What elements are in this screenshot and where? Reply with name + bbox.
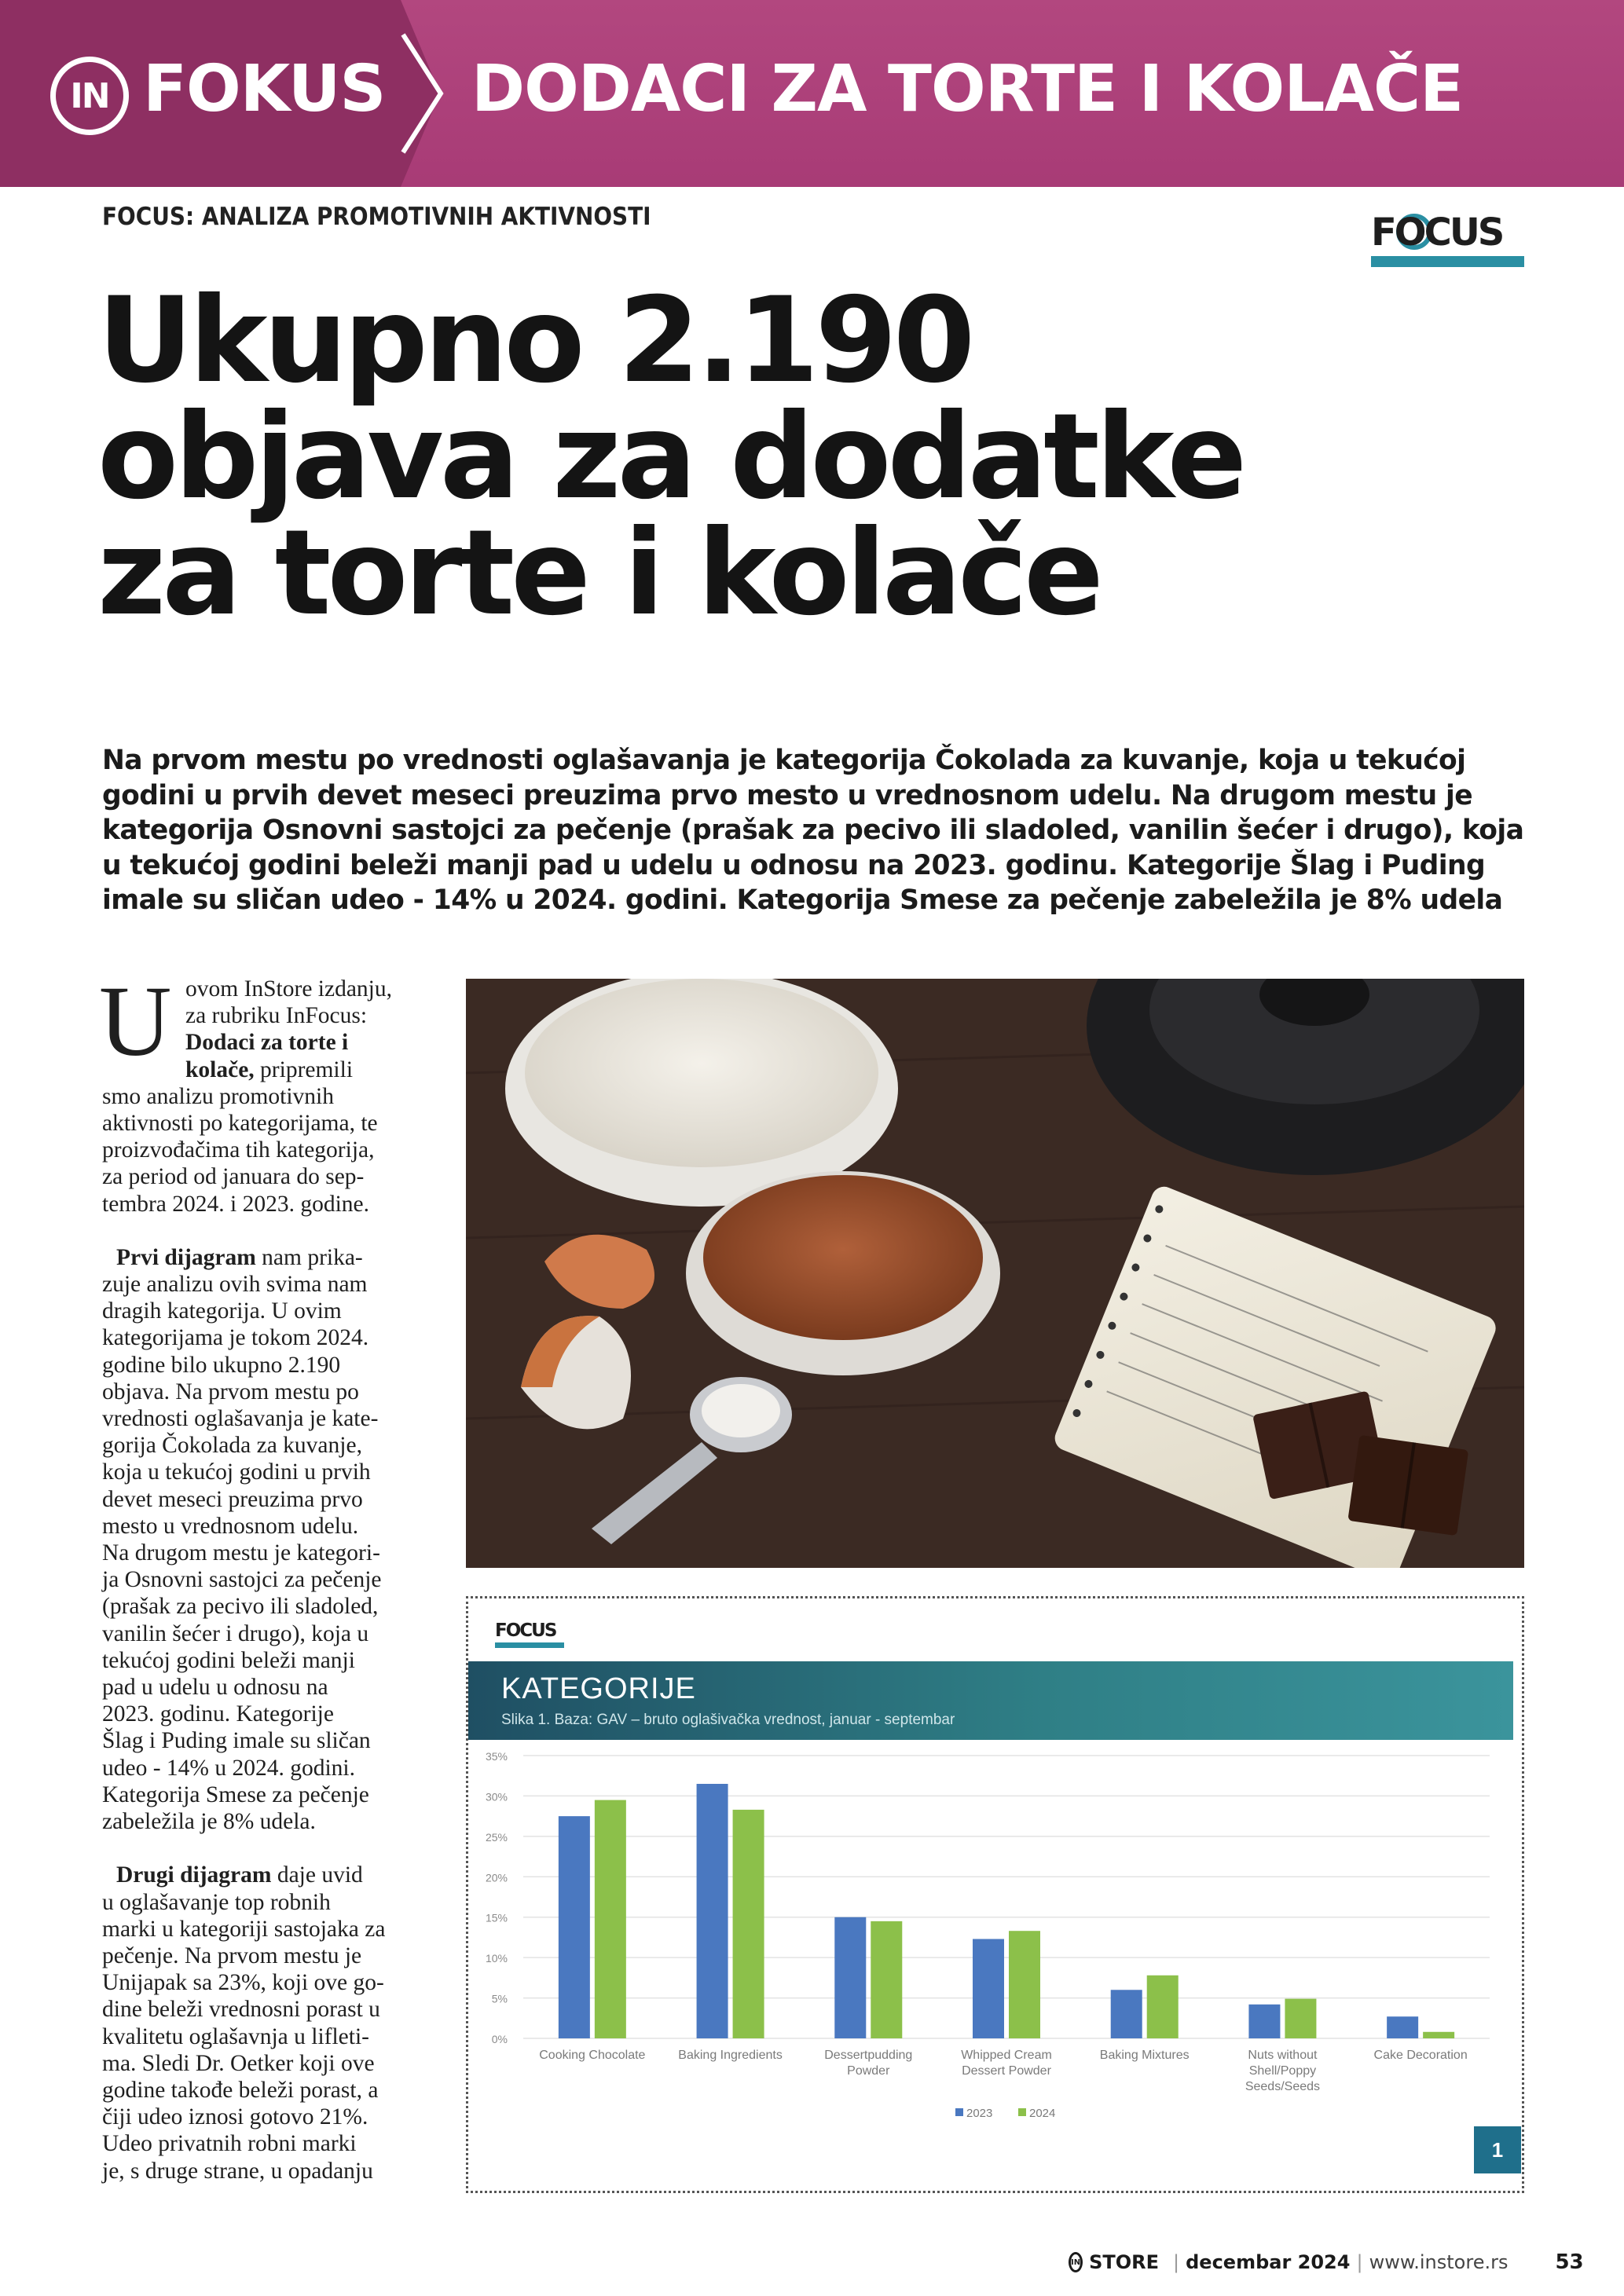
bar-2023 bbox=[1248, 2005, 1280, 2038]
fokus-brand: FOKUS bbox=[143, 52, 386, 126]
bar-2024 bbox=[595, 1800, 626, 2038]
body-line: ovom InStore izdanju, bbox=[185, 976, 392, 1002]
x-tick-label: Shell/Poppy bbox=[1248, 2064, 1317, 2078]
body-line: tembra 2024. i 2023. godine. bbox=[102, 1191, 370, 1217]
y-tick-label: 30% bbox=[485, 1790, 508, 1803]
body-line: 2023. godinu. Kategorije bbox=[102, 1701, 334, 1727]
body-line: godine takođe beleži porast, a bbox=[102, 2077, 379, 2103]
lead-line: Na prvom mestu po vrednosti oglašavanja je kategorija Čokolada za kuvanje, koja u tekućoj bbox=[102, 745, 1466, 776]
chart-subtitle: Slika 1. Baza: GAV – bruto oglašivačka vrednost, januar - septembar bbox=[501, 1712, 955, 1728]
body-line: mesto u vrednosnom udelu. bbox=[102, 1513, 359, 1539]
headline bbox=[97, 273, 1512, 642]
bar-chart bbox=[468, 1740, 1513, 2133]
body-line: Dodaci za torte i bbox=[185, 1030, 349, 1056]
x-tick-label: Cooking Chocolate bbox=[539, 2049, 646, 2062]
body-line: Na drugom mestu je kategori- bbox=[102, 1540, 380, 1566]
y-tick-label: 10% bbox=[485, 1952, 508, 1965]
bar-2024 bbox=[1423, 2032, 1454, 2038]
footer-separator: | bbox=[1173, 2251, 1180, 2273]
lead-line: u tekućoj godini beleži manji pad u udelu u odnosu na 2023. godinu. Kategorije Šlag i Puding bbox=[102, 849, 1486, 881]
x-tick-label: Whipped Cream bbox=[961, 2049, 1052, 2062]
focus-logo bbox=[1371, 211, 1524, 270]
body-paragraph-3 bbox=[102, 1862, 432, 2184]
lead-line: godini u prvih devet meseci preuzima prvo mesto u vrednosnom udelu. Na drugom mestu je bbox=[102, 779, 1473, 811]
body-line: Kategorija Smese za pečenje bbox=[102, 1782, 369, 1807]
footer-in-logo: IN bbox=[1069, 2252, 1083, 2272]
body-line: je, s druge strane, u opadanju bbox=[102, 2158, 373, 2184]
footer-url[interactable]: www.instore.rs bbox=[1369, 2251, 1509, 2273]
body-line: aktivnosti po kategorijama, te bbox=[102, 1111, 378, 1137]
body-line: kvalitetu oglašavnja u lifleti- bbox=[102, 2023, 369, 2049]
bar-2023 bbox=[1387, 2016, 1418, 2038]
body-line: Udeo privatnih robni marki bbox=[102, 2131, 357, 2157]
body-line: dragih kategorija. U ovim bbox=[102, 1298, 342, 1324]
bar-2024 bbox=[733, 1810, 764, 2038]
page-footer bbox=[1069, 2247, 1584, 2278]
header-chevron-icon bbox=[397, 0, 452, 187]
body-line: tekućoj godini beleži manji bbox=[102, 1647, 355, 1673]
body-line: za period od januara do sep- bbox=[102, 1164, 365, 1190]
chart-focus-logo bbox=[495, 1620, 566, 1652]
body-line: (prašak za pecivo ili sladoled, bbox=[102, 1594, 379, 1620]
bar-2023 bbox=[1111, 1990, 1142, 2038]
y-tick-label: 20% bbox=[485, 1871, 508, 1884]
body-paragraph-1 bbox=[99, 965, 432, 1218]
body-line: objava. Na prvom mestu po bbox=[102, 1379, 359, 1404]
kicker: FOCUS: ANALIZA PROMOTIVNIH AKTIVNOSTI bbox=[102, 203, 651, 231]
footer-separator: | bbox=[1356, 2251, 1363, 2273]
in-logo: IN bbox=[50, 57, 129, 135]
bar-2023 bbox=[697, 1784, 728, 2038]
y-tick-label: 5% bbox=[491, 1992, 508, 2005]
lead-line: kategorija Osnovni sastojci za pečenje (prašak za pecivo ili sladoled, vanilin šećer i drugo), koja bbox=[102, 815, 1524, 846]
x-tick-label: Seeds/Seeds bbox=[1245, 2080, 1321, 2093]
lead-paragraph bbox=[102, 743, 1524, 918]
baking-photo bbox=[466, 979, 1524, 1568]
focus-logo-text: FOCUS bbox=[1371, 211, 1503, 255]
body-line: zuje analizu ovih svima nam bbox=[102, 1272, 368, 1298]
bar-2024 bbox=[1285, 1999, 1316, 2038]
body-line: koja u tekućoj godini u prvih bbox=[102, 1459, 371, 1485]
legend-label: 2024 bbox=[1029, 2107, 1056, 2120]
body-line: udeo - 14% u 2024. godini. bbox=[102, 1755, 356, 1781]
x-tick-label: Powder bbox=[847, 2064, 890, 2078]
x-tick-label: Nuts without bbox=[1248, 2049, 1318, 2062]
y-tick-label: 15% bbox=[485, 1911, 508, 1924]
x-tick-label: Cake Decoration bbox=[1373, 2049, 1468, 2062]
body-line: proizvođačima tih kategorija, bbox=[102, 1137, 375, 1163]
body-line: zabeležila je 8% udela. bbox=[102, 1809, 316, 1835]
figure-number: 1 bbox=[1474, 2126, 1521, 2173]
y-tick-label: 25% bbox=[485, 1830, 508, 1844]
y-tick-label: 0% bbox=[491, 2033, 508, 2045]
bar-2024 bbox=[1147, 1976, 1179, 2038]
baking-photo-illustration bbox=[466, 979, 1524, 1568]
body-line: devet meseci preuzima prvo bbox=[102, 1486, 363, 1512]
bar-2024 bbox=[1009, 1931, 1040, 2038]
headline-line: za torte i kolače bbox=[97, 505, 1100, 642]
x-tick-label: Dessertpudding bbox=[824, 2049, 913, 2062]
x-tick-label: Baking Ingredients bbox=[678, 2049, 783, 2062]
x-tick-label: Baking Mixtures bbox=[1099, 2049, 1190, 2062]
lead-line: imale su sličan udeo - 14% u 2024. godini. Kategorija Smese za pečenje zabeležila je 8% udela bbox=[102, 884, 1503, 916]
chart-box bbox=[466, 1596, 1524, 2193]
headline-line: objava za dodatke bbox=[97, 389, 1244, 525]
legend-label: 2023 bbox=[966, 2107, 993, 2120]
body-line: kategorijama je tokom 2024. bbox=[102, 1325, 369, 1351]
body-line: gorija Čokolada za kuvanje, bbox=[102, 1433, 362, 1459]
body-line: ma. Sledi Dr. Oetker koji ove bbox=[102, 2050, 375, 2076]
focus-logo-bar bbox=[1371, 256, 1524, 267]
body-line: Prvi dijagram nam prika- bbox=[116, 1244, 363, 1270]
body-line: vanilin šećer i drugo), koja u bbox=[102, 1620, 369, 1646]
bar-2023 bbox=[973, 1939, 1004, 2038]
body-paragraph-2 bbox=[102, 1244, 432, 1835]
headline-line: Ukupno 2.190 bbox=[97, 273, 972, 409]
body-line: pečenje. Na prvom mestu je bbox=[102, 1943, 362, 1968]
body-line: ja Osnovni sastojci za pečenje bbox=[102, 1567, 382, 1593]
body-line: čiji udeo iznosi gotovo 21%. bbox=[102, 2104, 368, 2130]
body-line: Unijapak sa 23%, koji ove go- bbox=[102, 1970, 384, 1996]
body-line: pad u udelu u odnosu na bbox=[102, 1675, 328, 1701]
body-line: Drugi dijagram daje uvid bbox=[116, 1862, 363, 1888]
footer-store: STORE bbox=[1089, 2251, 1160, 2273]
bar-2023 bbox=[559, 1816, 590, 2038]
body-line: za rubriku InFocus: bbox=[185, 1003, 368, 1029]
chart-focus-logo-bar bbox=[495, 1642, 564, 1648]
bar-2024 bbox=[871, 1921, 902, 2038]
chart-focus-logo-text: FOCUS bbox=[495, 1620, 556, 1641]
chart-title: KATEGORIJE bbox=[501, 1672, 696, 1705]
dropcap: U bbox=[99, 965, 172, 1077]
x-tick-label: Dessert Powder bbox=[962, 2064, 1051, 2078]
body-line: smo analizu promotivnih bbox=[102, 1083, 334, 1109]
body-column bbox=[99, 965, 432, 2211]
legend-swatch bbox=[955, 2108, 963, 2116]
body-line: Šlag i Puding imale su sličan bbox=[102, 1728, 371, 1754]
body-line: kolače, pripremili bbox=[185, 1056, 354, 1082]
body-line: marki u kategoriji sastojaka za bbox=[102, 1916, 386, 1942]
section-title: DODACI ZA TORTE I KOLAČE bbox=[471, 52, 1464, 126]
legend-swatch bbox=[1018, 2108, 1026, 2116]
y-tick-label: 35% bbox=[485, 1750, 508, 1763]
body-line: dine beleži vrednosni porast u bbox=[102, 1997, 380, 2023]
bar-2023 bbox=[834, 1917, 866, 2038]
body-line: vrednosti oglašavanja je kate- bbox=[102, 1406, 379, 1432]
body-line: u oglašavanje top robnih bbox=[102, 1889, 331, 1915]
body-line: godine bilo ukupno 2.190 bbox=[102, 1352, 341, 1378]
page-number: 53 bbox=[1555, 2250, 1584, 2274]
chart-banner bbox=[468, 1661, 1513, 1740]
footer-month: decembar 2024 bbox=[1186, 2251, 1351, 2273]
